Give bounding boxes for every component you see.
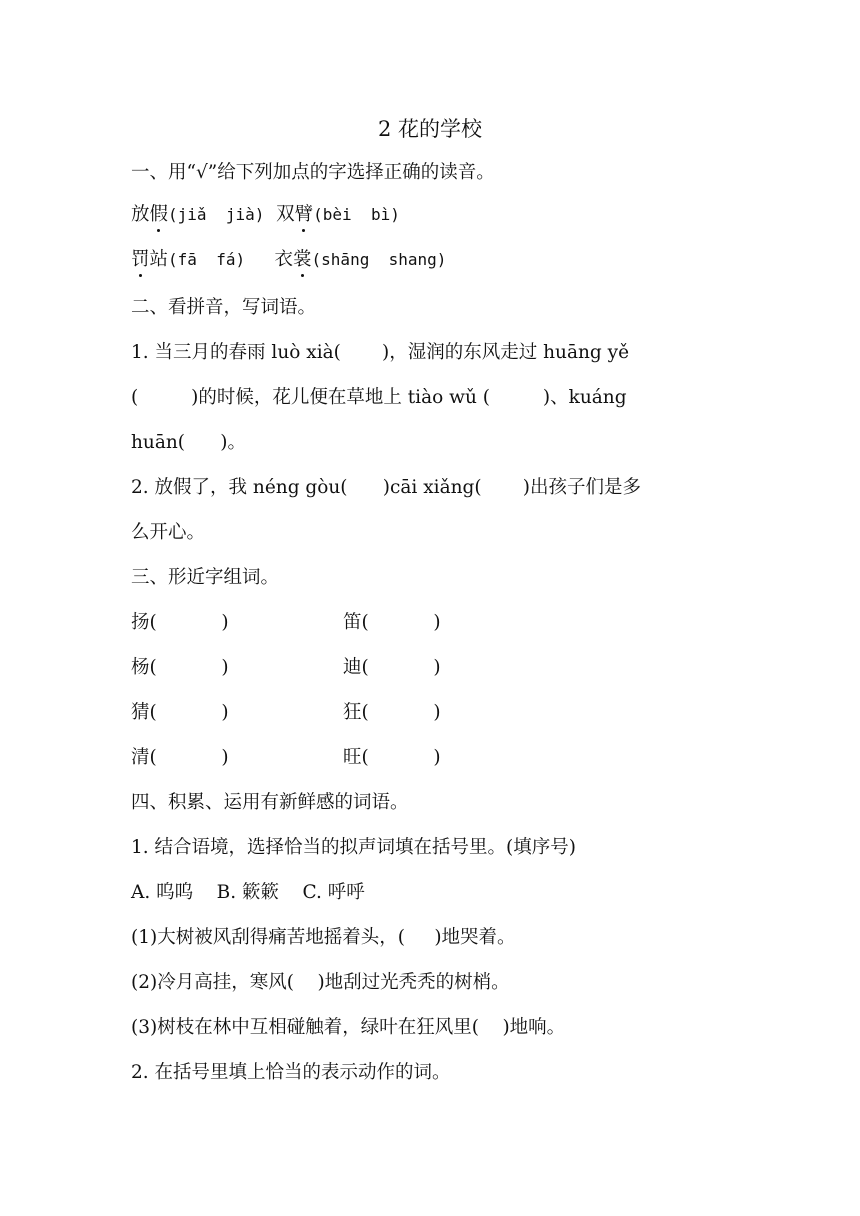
question-line[interactable]: 1. 当三月的春雨 luò xià( )，湿润的东风走过 huāng yě: [131, 342, 630, 363]
word-char: 双: [276, 204, 295, 225]
dotted-char: 臂: [294, 204, 314, 225]
question-line[interactable]: 2. 放假了，我 néng gòu( )cāi xiǎng( )出孩子们是多: [131, 477, 641, 498]
fill-item[interactable]: (2)冷月高挂，寒风( )地刮过光秃秃的树梢。: [131, 972, 510, 993]
section1-heading: 一、用“√”给下列加点的字选择正确的读音。: [131, 162, 495, 183]
dotted-char: 裳: [293, 249, 312, 270]
pinyin-choice-row-1: [131, 203, 400, 227]
question-2: 2. 在括号里填上恰当的表示动作的词。: [131, 1062, 451, 1083]
pinyin-options[interactable]: (bèi bì): [313, 205, 400, 224]
word-char: 站: [149, 249, 169, 270]
word-group-right[interactable]: 狂( ): [343, 702, 441, 723]
word-group-right[interactable]: 迪( ): [343, 657, 441, 678]
pinyin-options[interactable]: (jiǎ jià): [168, 205, 265, 224]
word-group-left[interactable]: 猜( ): [131, 702, 229, 723]
word-group-right[interactable]: 笛( ): [343, 612, 441, 633]
word-char: 衣: [274, 249, 294, 270]
question-line[interactable]: ( )的时候，花儿便在草地上 tiào wǔ ( )、kuáng: [131, 387, 627, 408]
pinyin-options[interactable]: (fā fá): [168, 250, 246, 269]
dotted-char: 罚: [131, 249, 150, 270]
question-1: 1. 结合语境，选择恰当的拟声词填在括号里。(填序号): [131, 837, 576, 858]
question-line[interactable]: huān( )。: [131, 432, 246, 453]
question-line: 么开心。: [131, 522, 206, 543]
word-group-left[interactable]: 清( ): [131, 747, 229, 768]
fill-item[interactable]: (3)树枝在林中互相碰触着，绿叶在狂风里( )地响。: [131, 1017, 566, 1038]
section4-heading: 四、积累、运用有新鲜感的词语。: [131, 792, 409, 813]
pinyin-choice-row-2: [131, 248, 446, 272]
dotted-char: 假: [149, 204, 169, 225]
section3-heading: 三、形近字组词。: [131, 567, 280, 588]
word-group-left[interactable]: 杨( ): [131, 657, 229, 678]
options-line: A. 呜呜 B. 簌簌 C. 呼呼: [131, 882, 365, 903]
word-group-left[interactable]: 扬( ): [131, 612, 229, 633]
pinyin-options[interactable]: (shāng shang): [311, 250, 447, 269]
section2-heading: 二、看拼音，写词语。: [131, 297, 317, 318]
word-group-right[interactable]: 旺( ): [343, 747, 441, 768]
fill-item[interactable]: (1)大树被风刮得痛苦地摇着头，( )地哭着。: [131, 927, 516, 948]
page-title: 2 花的学校: [377, 117, 483, 141]
word-char: 放: [131, 204, 150, 225]
